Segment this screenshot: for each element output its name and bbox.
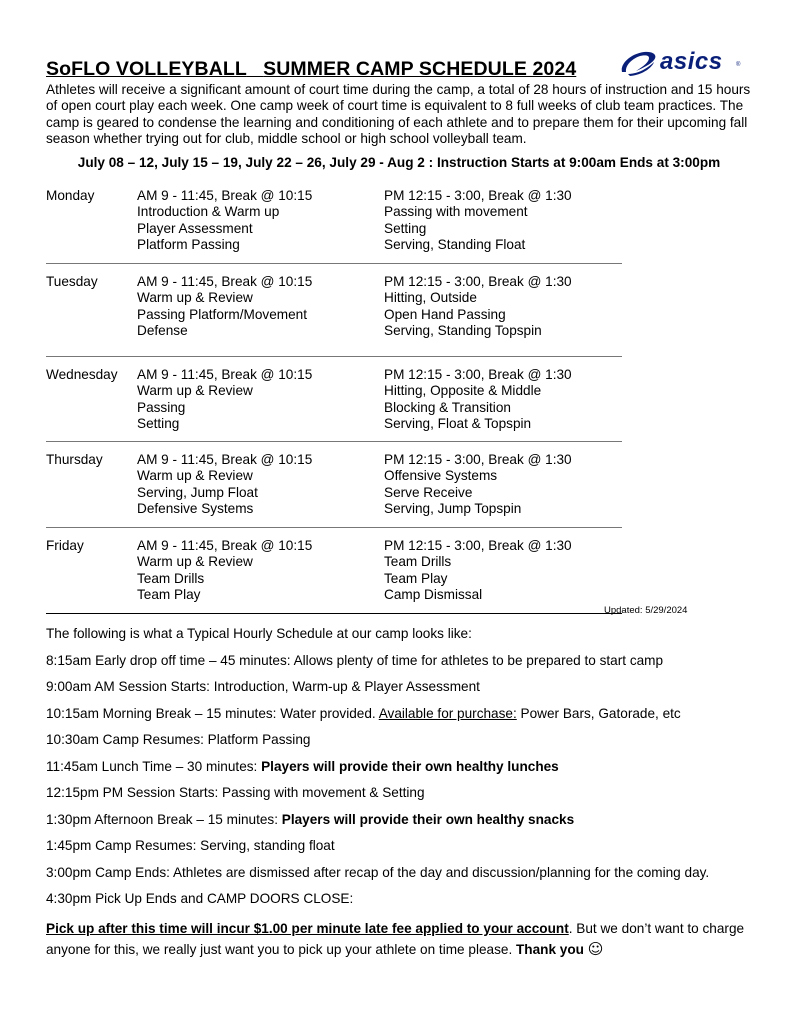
pm-line: PM 12:15 - 3:00, Break @ 1:30 [384,452,572,467]
am-line: Warm up & Review [137,554,253,570]
day-block-monday [46,186,622,264]
am-line: Serving, Jump Float [137,484,258,500]
camp-dates: July 08 – 12, July 15 – 19, July 22 – 26, July 29 - Aug 2 : Instruction Starts at 9:00am Ends at 3:00pm [77,155,721,170]
hourly-item-text: Power Bars, Gatorade, etc [516,706,681,721]
hourly-item: 1:45pm Camp Resumes: Serving, standing float [46,838,335,853]
am-line: Introduction & Warm up [137,204,280,220]
am-line: AM 9 - 11:45, Break @ 10:15 [137,188,313,203]
am-session [137,188,312,253]
hourly-item-text: 10:15am Morning Break – 15 minutes: Water provided. [46,706,379,721]
pm-line: Team Drills [384,554,452,570]
snack-note: Players will provide their own healthy snacks [281,812,575,827]
am-line: Warm up & Review [137,468,253,484]
am-line: Passing [137,399,186,415]
day-block-tuesday [46,272,622,357]
am-line: AM 9 - 11:45, Break @ 10:15 [137,274,313,289]
am-session [137,274,312,339]
pm-line: Offensive Systems [384,468,498,484]
day-name: Wednesday [46,367,118,382]
pm-line: PM 12:15 - 3:00, Break @ 1:30 [384,188,572,203]
page-title [46,58,576,81]
late-fee-warning: Pick up after this time will incur $1.00 per minute late fee applied to your account [46,921,569,936]
smiley-icon: ☺ [587,940,604,958]
pm-line: Hitting, Opposite & Middle [384,383,542,399]
hourly-item [46,759,559,775]
hourly-item-text: 11:45am Lunch Time – 30 minutes: [46,759,262,774]
am-line: Player Assessment [137,220,253,236]
pm-line: PM 12:15 - 3:00, Break @ 1:30 [384,367,572,382]
hourly-item: 12:15pm PM Session Starts: Passing with movement & Setting [46,785,425,800]
title-org: SoFLO VOLLEYBALL [46,58,247,80]
intro-paragraph: Athletes will receive a significant amount of court time during the camp, a total of 28 hours of instruction and 15 hours of open court play each week. One camp week of court time is equivalent to 8 full weeks of club team practices. The camp is geared to condense the learning and conditioning of each athlete and to prepare them for their upcoming fall season whether trying out for club, middle school or high school volleyball team. [46,82,751,146]
hourly-item: 3:00pm Camp Ends: Athletes are dismissed after recap of the day and discussion/planning for the coming day. [46,865,710,880]
hourly-item: 4:30pm Pick Up Ends and CAMP DOORS CLOSE: [46,891,354,906]
day-block-friday [46,528,622,614]
pm-line: Serving, Standing Float [384,236,526,252]
pm-line: PM 12:15 - 3:00, Break @ 1:30 [384,538,572,553]
pm-line: Passing with movement [384,204,528,220]
late-fee-text: . But we don’t want to charge anyone for this, we really just want you to pick up your athlete on time please. [46,921,745,957]
pm-line: Serving, Standing Topspin [384,322,542,338]
am-line: Passing Platform/Movement [137,306,307,322]
hourly-item: 9:00am AM Session Starts: Introduction, Warm-up & Player Assessment [46,679,480,694]
am-session [137,367,312,432]
am-line: Defense [137,322,188,338]
day-block-wednesday [46,357,622,442]
pm-line: Serving, Float & Topspin [384,415,532,431]
pm-line: Team Play [384,570,448,586]
am-line: AM 9 - 11:45, Break @ 10:15 [137,367,313,382]
pm-session [384,274,572,339]
title-schedule: SUMMER CAMP SCHEDULE 2024 [263,58,577,80]
am-line: Warm up & Review [137,290,253,306]
pm-line: Blocking & Transition [384,399,511,415]
hourly-item [46,706,681,722]
pm-line: Hitting, Outside [384,290,477,306]
pm-line: Open Hand Passing [384,306,506,322]
am-line: AM 9 - 11:45, Break @ 10:15 [137,538,313,553]
pm-session [384,367,572,432]
pm-session [384,538,572,603]
registered-mark: ® [736,62,741,68]
am-session [137,452,312,517]
thank-you: Thank you [516,942,584,957]
late-fee-notice [46,918,752,960]
pm-line: Setting [384,220,427,236]
weekly-schedule [46,186,622,614]
am-line: Setting [137,415,180,431]
pm-line: Camp Dismissal [384,586,483,602]
lunch-note: Players will provide their own healthy lunches [261,759,559,774]
am-session [137,538,312,603]
hourly-item: 8:15am Early drop off time – 45 minutes: Allows plenty of time for athletes to be prepared to start camp [46,653,664,668]
purchase-label: Available for purchase: [378,706,517,721]
day-name: Monday [46,188,95,203]
pm-session [384,188,572,253]
asics-logo [618,44,742,80]
hourly-item-text: 1:30pm Afternoon Break – 15 minutes: [46,812,282,827]
pm-line: Serve Receive [384,484,473,500]
day-name: Friday [46,538,84,553]
hourly-item [46,812,574,828]
title-row [46,48,746,84]
pm-line: PM 12:15 - 3:00, Break @ 1:30 [384,274,572,289]
am-line: Team Drills [137,570,205,586]
hourly-intro: The following is what a Typical Hourly Schedule at our camp looks like: [46,626,472,641]
hourly-item: 10:30am Camp Resumes: Platform Passing [46,732,311,747]
am-line: Team Play [137,586,201,602]
pm-line: Serving, Jump Topspin [384,500,522,516]
day-name: Thursday [46,452,103,467]
am-line: Defensive Systems [137,500,254,516]
asics-wordmark: asics [660,48,723,75]
day-name: Tuesday [46,274,98,289]
am-line: Platform Passing [137,236,240,252]
am-line: Warm up & Review [137,383,253,399]
am-line: AM 9 - 11:45, Break @ 10:15 [137,452,313,467]
updated-date: Updated: 5/29/2024 [604,605,688,616]
pm-session [384,452,572,517]
day-block-thursday [46,442,622,528]
